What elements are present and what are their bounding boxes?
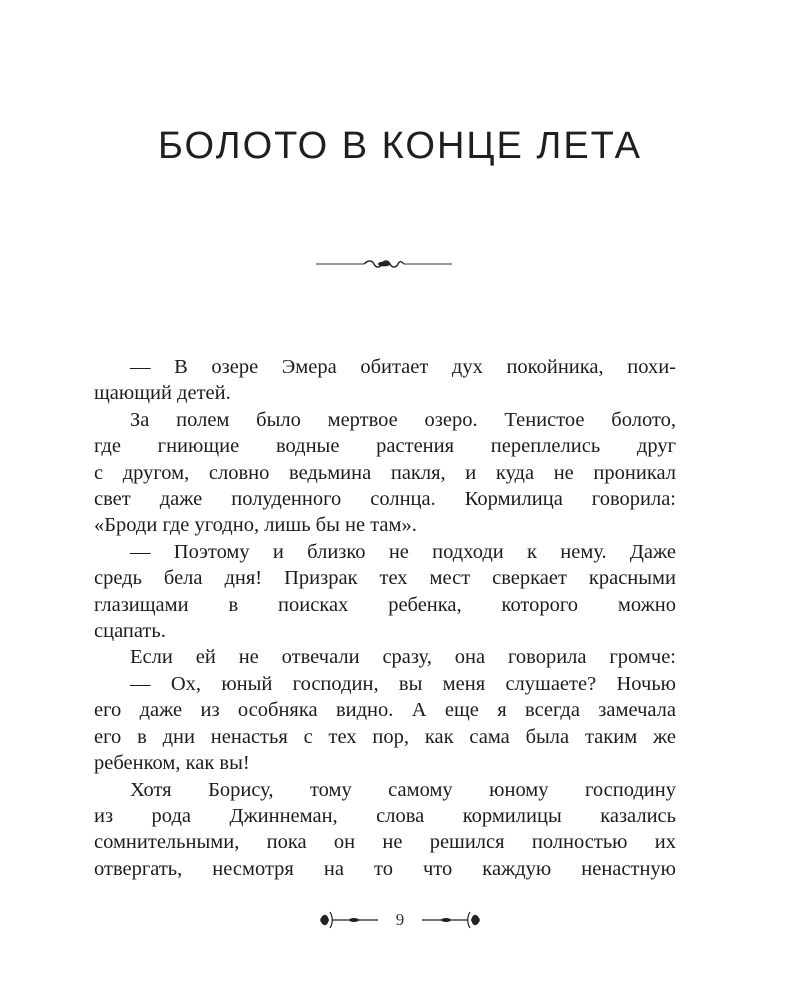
text-line: из рода Джиннеман, слова кормилицы казались [94, 804, 676, 827]
right-folio-ornament-icon [418, 908, 482, 932]
text-line: — В озере Эмера обитает дух покойника, похи- [130, 356, 676, 378]
page-number: 9 [395, 910, 405, 929]
text-line: — Ох, юный господин, вы меня слушаете? Ночью [130, 672, 676, 695]
text-line: его в дни ненастья с тех пор, как сама была таким же [94, 725, 676, 748]
text-line: Хотя Борису, тому самому юному господину [130, 778, 676, 801]
left-folio-ornament-icon [318, 908, 382, 932]
text-line: где гниющие водные растения переплелись друг [94, 435, 676, 458]
text-line: щающий детей. [94, 382, 231, 405]
chapter-title: БОЛОТО В КОНЦЕ ЛЕТА [158, 125, 642, 167]
text-line: «Броди где угодно, лишь бы не там». [94, 514, 417, 537]
body-text [94, 354, 676, 882]
text-line: с другом, словно ведьмина пакля, и куда не проникал [94, 461, 676, 484]
text-line: За полем было мертвое озеро. Тенистое болото, [130, 408, 676, 431]
text-line: сомнительными, пока он не решился полностью их [94, 831, 676, 854]
text-line: — Поэтому и близко не подходи к нему. Даже [130, 540, 676, 563]
text-line: свет даже полуденного солнца. Кормилица говорила: [94, 488, 676, 511]
text-line: средь бела дня! Призрак тех мест сверкает красными [94, 567, 676, 590]
text-line: ребенком, как вы! [94, 752, 250, 775]
text-line: его даже из особняка видно. А еще я всегда замечала [94, 699, 676, 722]
text-line: Если ей не отвечали сразу, она говорила громче: [130, 646, 676, 669]
page-footer [0, 906, 800, 934]
text-line: отвергать, несмотря на то что каждую ненастную [94, 857, 676, 880]
text-line: глазищами в поисках ребенка, которого можно [94, 593, 676, 616]
text-line: сцапать. [94, 620, 166, 643]
title-ornament-icon [316, 257, 452, 271]
